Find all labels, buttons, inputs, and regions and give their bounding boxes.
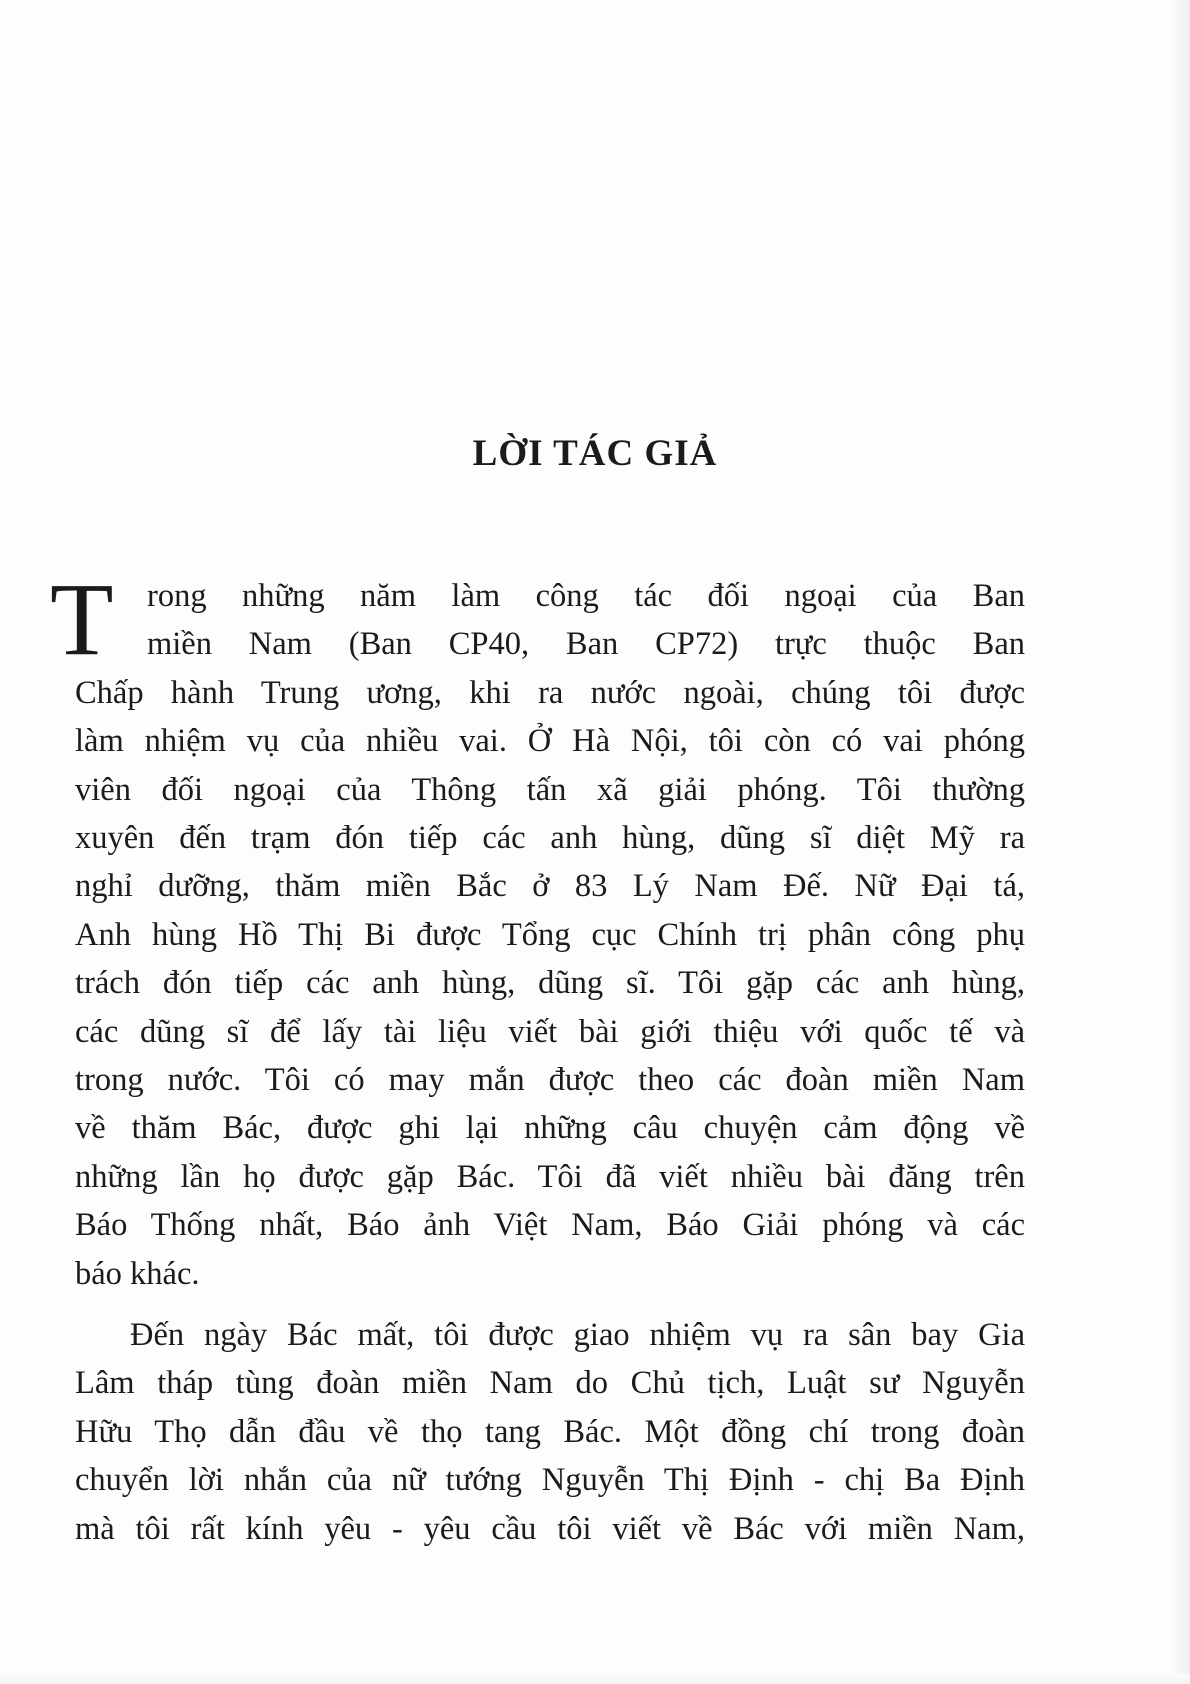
paragraph-2 — [75, 1311, 1025, 1553]
paragraph-line: Lâm tháp tùng đoàn miền Nam do Chủ tịch, Luật sư Nguyễn — [75, 1365, 1025, 1402]
paragraph-line: Anh hùng Hồ Thị Bi được Tổng cục Chính trị phân công phụ — [75, 916, 1025, 953]
paragraph-line: Báo Thống nhất, Báo ảnh Việt Nam, Báo Giải phóng và các — [75, 1207, 1025, 1244]
paragraph-line: các dũng sĩ để lấy tài liệu viết bài giới thiệu với quốc tế và — [75, 1013, 1025, 1050]
paragraph-line: trong nước. Tôi có may mắn được theo các đoàn miền Nam — [75, 1062, 1025, 1099]
paragraph-line: nghỉ dưỡng, thăm miền Bắc ở 83 Lý Nam Đế. Nữ Đại tá, — [75, 868, 1025, 905]
paragraph-line: chuyển lời nhắn của nữ tướng Nguyễn Thị Định - chị Ba Định — [75, 1462, 1025, 1499]
page-title: LỜI TÁC GIẢ — [472, 433, 718, 474]
paragraph-line: làm nhiệm vụ của nhiều vai. Ở Hà Nội, tôi còn có vai phóng — [75, 723, 1025, 760]
paragraph-1 — [75, 572, 1025, 1298]
drop-cap: T — [50, 562, 114, 677]
paragraph-line: những lần họ được gặp Bác. Tôi đã viết nhiều bài đăng trên — [75, 1158, 1025, 1195]
paragraph-line: trách đón tiếp các anh hùng, dũng sĩ. Tôi gặp các anh hùng, — [75, 965, 1025, 1002]
paragraph-line: rong những năm làm công tác đối ngoại của Ban — [147, 578, 1025, 614]
page-bottom-edge-shadow — [0, 1674, 1190, 1684]
paragraph-line: về thăm Bác, được ghi lại những câu chuyện cảm động về — [75, 1110, 1025, 1147]
paragraph-line: Đến ngày Bác mất, tôi được giao nhiệm vụ ra sân bay Gia — [130, 1317, 1025, 1353]
paragraph-line: mà tôi rất kính yêu - yêu cầu tôi viết về Bác với miền Nam, — [75, 1510, 1025, 1547]
paragraph-line: Hữu Thọ dẫn đầu về thọ tang Bác. Một đồng chí trong đoàn — [75, 1413, 1025, 1450]
paragraph-line: Chấp hành Trung ương, khi ra nước ngoài, chúng tôi được — [75, 674, 1025, 711]
paragraph-line: báo khác. — [75, 1255, 200, 1292]
paragraph-line: viên đối ngoại của Thông tấn xã giải phóng. Tôi thường — [75, 771, 1025, 808]
paragraph-line: miền Nam (Ban CP40, Ban CP72) trực thuộc Ban — [147, 626, 1025, 663]
paragraph-line: xuyên đến trạm đón tiếp các anh hùng, dũng sĩ diệt Mỹ ra — [75, 820, 1025, 857]
page-right-edge-shadow — [1168, 0, 1190, 1684]
